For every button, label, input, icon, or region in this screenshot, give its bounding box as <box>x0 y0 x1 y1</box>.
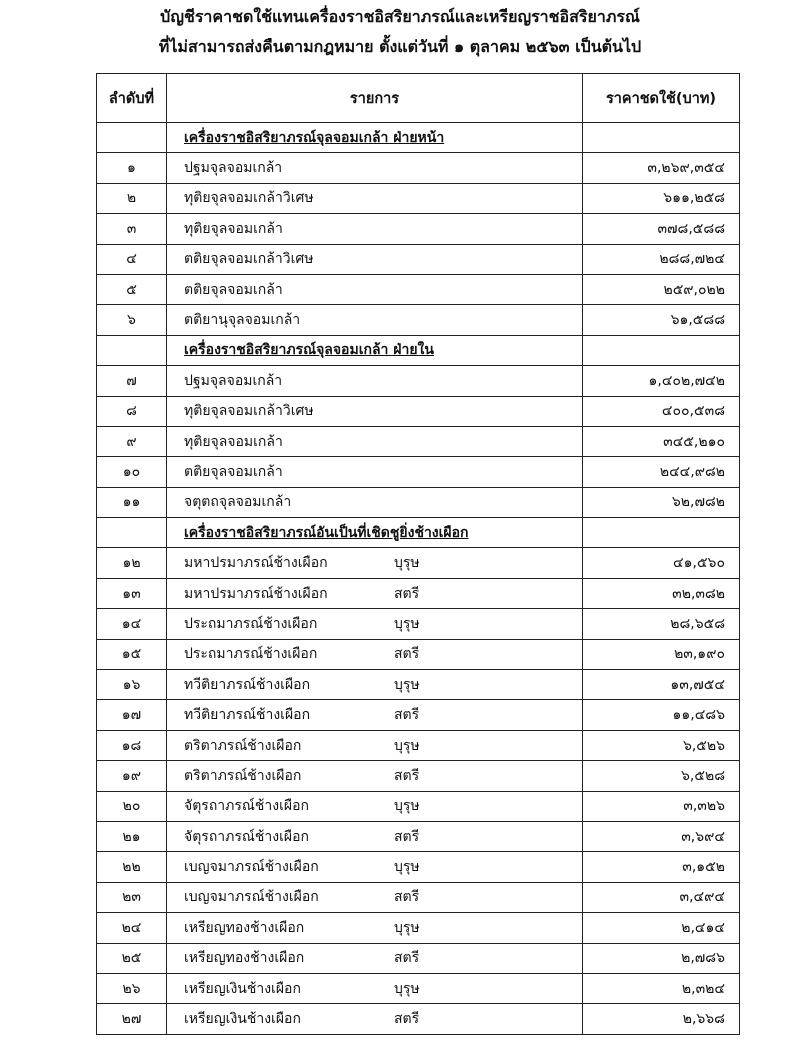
table-body <box>97 123 740 1035</box>
row-price: ๒,๗๘๖ <box>583 943 740 973</box>
section-no-cell <box>97 123 167 153</box>
item-name: จัตุรถาภรณ์ช้างเผือก <box>184 798 309 815</box>
document-title-line-2: ที่ไม่สามารถส่งคืนตามกฎหมาย ตั้งแต่วันที่ ๑ ตุลาคม ๒๕๖๓ เป็นต้นไป <box>158 37 642 56</box>
item-name: ปฐมจุลจอมเกล้า <box>184 160 283 177</box>
document-title-line-1: บัญชีราคาชดใช้แทนเครื่องราชอิสริยาภรณ์และเหรียญราชอิสริยาภรณ์ <box>160 7 640 26</box>
item-gender: สตรี <box>394 828 420 845</box>
row-number: ๓ <box>97 214 167 244</box>
row-number: ๑๓ <box>97 578 167 608</box>
table-row <box>97 700 740 730</box>
table-row <box>97 366 740 396</box>
row-number: ๗ <box>97 366 167 396</box>
item-gender: บุรุษ <box>394 919 420 936</box>
row-price: ๖,๕๒๘ <box>583 761 740 791</box>
row-item <box>167 913 583 943</box>
item-gender: สตรี <box>394 889 420 906</box>
item-name: ปฐมจุลจอมเกล้า <box>184 372 283 389</box>
table-row <box>97 426 740 456</box>
table-row <box>97 609 740 639</box>
row-item <box>167 487 583 517</box>
row-item <box>167 396 583 426</box>
row-price: ๖๑๑,๒๕๘ <box>583 183 740 213</box>
row-number: ๒๑ <box>97 821 167 851</box>
row-price: ๒,๖๖๘ <box>583 1004 740 1034</box>
item-name: เบญจมาภรณ์ช้างเผือก <box>184 889 319 906</box>
row-item <box>167 244 583 274</box>
table-row <box>97 214 740 244</box>
row-item <box>167 305 583 335</box>
table-row <box>97 274 740 304</box>
row-price: ๑,๔๐๒,๗๔๒ <box>583 366 740 396</box>
row-number: ๑ <box>97 153 167 183</box>
row-item <box>167 214 583 244</box>
row-item <box>167 578 583 608</box>
item-gender: บุรุษ <box>394 980 420 997</box>
table-row <box>97 943 740 973</box>
section-title: เครื่องราชอิสริยาภรณ์จุลจอมเกล้า ฝ่ายใน <box>167 335 583 365</box>
item-name: ตติยานุจุลจอมเกล้า <box>184 312 301 329</box>
table-row <box>97 457 740 487</box>
row-item <box>167 366 583 396</box>
row-number: ๑๐ <box>97 457 167 487</box>
table-row <box>97 791 740 821</box>
row-price: ๓,๓๒๖ <box>583 791 740 821</box>
item-name: ตติยจุลจอมเกล้าวิเศษ <box>184 251 314 268</box>
row-price: ๒,๔๑๔ <box>583 913 740 943</box>
row-price: ๔๑,๕๖๐ <box>583 548 740 578</box>
row-number: ๔ <box>97 244 167 274</box>
section-price-cell <box>583 518 740 548</box>
row-number: ๑๙ <box>97 761 167 791</box>
table-row <box>97 396 740 426</box>
item-gender: สตรี <box>394 1011 420 1028</box>
section-price-cell <box>583 123 740 153</box>
section-price-cell <box>583 335 740 365</box>
item-name: ทวีติยาภรณ์ช้างเผือก <box>184 707 311 724</box>
row-number: ๙ <box>97 426 167 456</box>
row-price: ๒๔๔,๙๘๒ <box>583 457 740 487</box>
row-number: ๒๔ <box>97 913 167 943</box>
row-price: ๑๑,๔๘๖ <box>583 700 740 730</box>
section-no-cell <box>97 335 167 365</box>
item-name: ทุติยจุลจอมเกล้าวิเศษ <box>184 190 314 207</box>
item-gender: บุรุษ <box>394 676 420 693</box>
item-gender: สตรี <box>394 646 420 663</box>
table-row <box>97 153 740 183</box>
item-gender: บุรุษ <box>394 615 420 632</box>
row-price: ๒,๓๒๔ <box>583 973 740 1003</box>
item-gender: บุรุษ <box>394 737 420 754</box>
row-item <box>167 973 583 1003</box>
row-number: ๑๔ <box>97 609 167 639</box>
item-name: ประถมาภรณ์ช้างเผือก <box>184 615 318 632</box>
column-header-no: ลำดับที่ <box>97 74 167 123</box>
item-name: เบญจมาภรณ์ช้างเผือก <box>184 859 319 876</box>
table-row <box>97 639 740 669</box>
table-row <box>97 578 740 608</box>
row-price: ๖,๕๒๖ <box>583 730 740 760</box>
item-gender: สตรี <box>394 707 420 724</box>
row-item <box>167 274 583 304</box>
table-row <box>97 852 740 882</box>
item-name: มหาปรมาภรณ์ช้างเผือก <box>184 555 328 572</box>
item-name: เหรียญทองช้างเผือก <box>184 919 305 936</box>
row-item <box>167 821 583 851</box>
row-item <box>167 730 583 760</box>
item-name: จัตุรถาภรณ์ช้างเผือก <box>184 828 309 845</box>
section-row <box>97 335 740 365</box>
item-gender: สตรี <box>394 585 420 602</box>
item-gender: สตรี <box>394 767 420 784</box>
row-number: ๑๑ <box>97 487 167 517</box>
row-price: ๒๘๘,๗๒๔ <box>583 244 740 274</box>
row-item <box>167 791 583 821</box>
item-gender: บุรุษ <box>394 555 420 572</box>
item-name: ตริตาภรณ์ช้างเผือก <box>184 767 302 784</box>
item-name: เหรียญทองช้างเผือก <box>184 950 305 967</box>
row-price: ๒๓,๑๙๐ <box>583 639 740 669</box>
item-name: จตุตถจุลจอมเกล้า <box>184 494 292 511</box>
row-price: ๖๑,๕๘๘ <box>583 305 740 335</box>
table-row <box>97 548 740 578</box>
row-number: ๘ <box>97 396 167 426</box>
table-row <box>97 821 740 851</box>
section-row <box>97 518 740 548</box>
row-number: ๒๒ <box>97 852 167 882</box>
row-price: ๓,๒๖๙,๓๕๔ <box>583 153 740 183</box>
item-name: ทวีติยาภรณ์ช้างเผือก <box>184 676 311 693</box>
row-number: ๒๐ <box>97 791 167 821</box>
row-item <box>167 153 583 183</box>
section-title: เครื่องราชอิสริยาภรณ์อันเป็นที่เชิดชูยิ่งช้างเผือก <box>167 518 583 548</box>
row-item <box>167 426 583 456</box>
row-item <box>167 639 583 669</box>
item-gender: บุรุษ <box>394 859 420 876</box>
table-row <box>97 670 740 700</box>
row-number: ๑๒ <box>97 548 167 578</box>
item-name: ทุติยจุลจอมเกล้าวิเศษ <box>184 403 314 420</box>
row-number: ๒ <box>97 183 167 213</box>
table-header-row <box>97 74 740 123</box>
item-name: ประถมาภรณ์ช้างเผือก <box>184 646 318 663</box>
row-number: ๒๕ <box>97 943 167 973</box>
table-row <box>97 730 740 760</box>
section-no-cell <box>97 518 167 548</box>
row-number: ๒๖ <box>97 973 167 1003</box>
row-number: ๒๗ <box>97 1004 167 1034</box>
price-table <box>96 73 740 1035</box>
item-name: ตติยจุลจอมเกล้า <box>184 463 283 480</box>
section-title: เครื่องราชอิสริยาภรณ์จุลจอมเกล้า ฝ่ายหน้า <box>167 123 583 153</box>
column-header-price: ราคาชดใช้(บาท) <box>583 74 740 123</box>
item-name: มหาปรมาภรณ์ช้างเผือก <box>184 585 328 602</box>
table-row <box>97 183 740 213</box>
table-row <box>97 244 740 274</box>
row-item <box>167 1004 583 1034</box>
row-item <box>167 943 583 973</box>
row-number: ๕ <box>97 274 167 304</box>
row-price: ๓,๖๙๔ <box>583 821 740 851</box>
table-row <box>97 882 740 912</box>
row-price: ๔๐๐,๕๓๘ <box>583 396 740 426</box>
row-price: ๓๒,๓๘๒ <box>583 578 740 608</box>
section-row <box>97 123 740 153</box>
row-price: ๖๒,๗๘๒ <box>583 487 740 517</box>
table-row <box>97 305 740 335</box>
row-price: ๓,๑๕๒ <box>583 852 740 882</box>
row-item <box>167 670 583 700</box>
item-name: ตริตาภรณ์ช้างเผือก <box>184 737 302 754</box>
table-row <box>97 761 740 791</box>
row-number: ๑๖ <box>97 670 167 700</box>
table-row <box>97 913 740 943</box>
row-item <box>167 700 583 730</box>
row-item <box>167 548 583 578</box>
row-price: ๓,๔๙๔ <box>583 882 740 912</box>
table-row <box>97 973 740 1003</box>
item-name: ทุติยจุลจอมเกล้า <box>184 220 283 237</box>
row-number: ๒๓ <box>97 882 167 912</box>
table-row <box>97 1004 740 1034</box>
column-header-item: รายการ <box>167 74 583 123</box>
row-price: ๓๔๕,๒๑๐ <box>583 426 740 456</box>
row-number: ๑๕ <box>97 639 167 669</box>
row-item <box>167 609 583 639</box>
item-gender: บุรุษ <box>394 798 420 815</box>
row-item <box>167 882 583 912</box>
row-price: ๓๗๘,๕๘๘ <box>583 214 740 244</box>
item-name: เหรียญเงินช้างเผือก <box>184 1011 301 1028</box>
item-name: ทุติยจุลจอมเกล้า <box>184 433 283 450</box>
row-number: ๑๘ <box>97 730 167 760</box>
row-number: ๑๗ <box>97 700 167 730</box>
table-row <box>97 487 740 517</box>
row-item <box>167 183 583 213</box>
item-gender: สตรี <box>394 950 420 967</box>
row-item <box>167 852 583 882</box>
row-price: ๒๕๙,๐๒๒ <box>583 274 740 304</box>
row-price: ๑๓,๗๕๔ <box>583 670 740 700</box>
row-price: ๒๘,๖๕๘ <box>583 609 740 639</box>
item-name: เหรียญเงินช้างเผือก <box>184 980 301 997</box>
row-item <box>167 457 583 487</box>
row-item <box>167 761 583 791</box>
row-number: ๖ <box>97 305 167 335</box>
item-name: ตติยจุลจอมเกล้า <box>184 281 283 298</box>
